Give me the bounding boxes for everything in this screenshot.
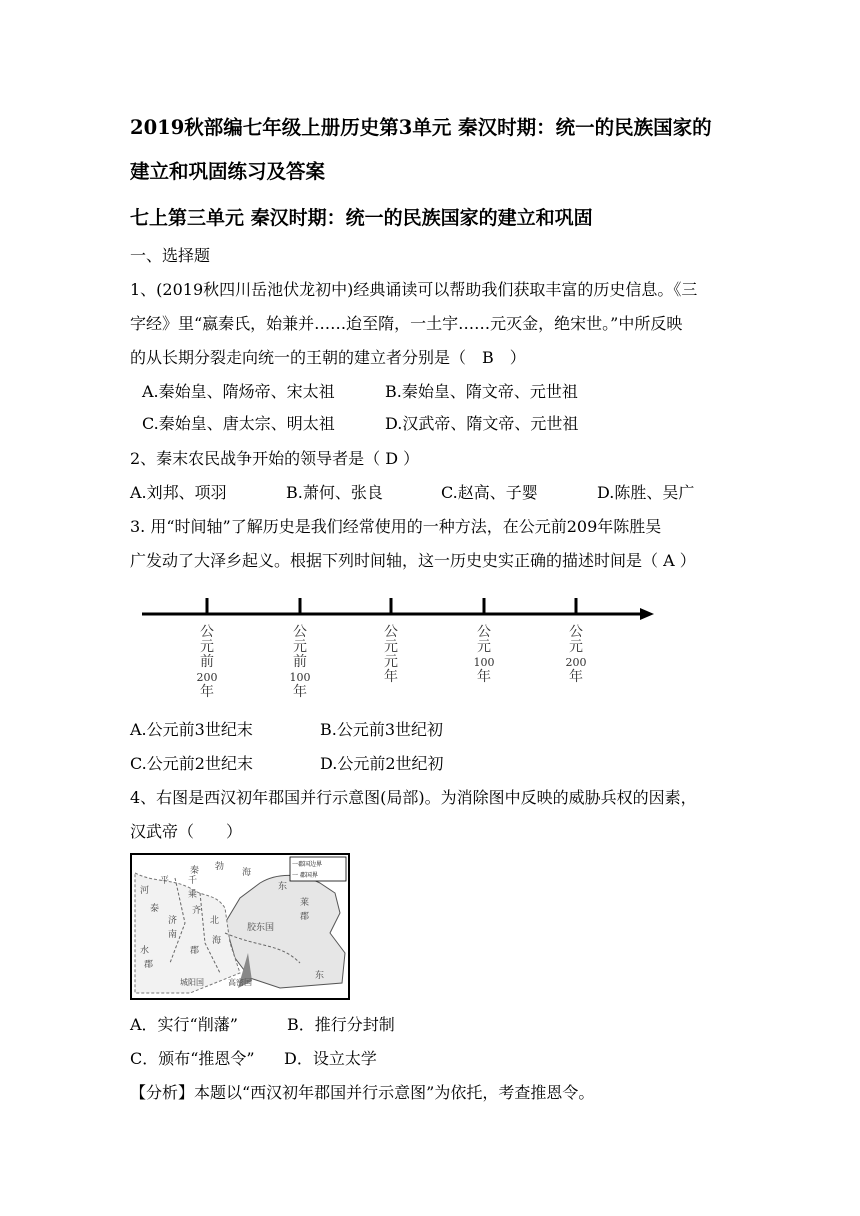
timeline-arrow <box>640 608 654 620</box>
timeline-label-char: 公 <box>293 624 307 640</box>
q1-option-a: A.秦始皇、隋炀帝、宋太祖 <box>142 382 335 401</box>
q3-option-d: D.公元前2世纪初 <box>320 754 444 773</box>
q2-option-b: B.萧何、张良 <box>286 483 383 502</box>
q2-text: 2、秦末农民战争开始的领导者是（ D ） <box>130 449 420 468</box>
timeline-label-char: 元 <box>200 639 214 655</box>
timeline-label-char: 元 <box>477 639 491 655</box>
q1-option-d: D.汉武帝、隋文帝、元世祖 <box>385 414 579 433</box>
timeline-label-char: 元 <box>293 639 307 655</box>
q3-option-b: B.公元前3世纪初 <box>320 720 444 739</box>
timeline-label-char: 元 <box>384 639 398 655</box>
map-label-lai: 莱 <box>300 898 310 908</box>
western-han-map <box>130 853 350 1000</box>
timeline-label-char: 100 <box>289 671 311 684</box>
q2-option-a: A.刘邦、项羽 <box>130 483 227 502</box>
doc-title-line1: 2019秋部编七年级上册历史第3单元 秦汉时期：统一的民族国家的 <box>130 116 712 139</box>
map-label-jiaodong: 胶东国 <box>247 923 275 933</box>
timeline-label-char: 公 <box>384 624 398 640</box>
map-label-jun: 郡 <box>300 912 310 922</box>
map-label-ma: 乘 <box>188 890 198 900</box>
timeline-label-char: 年 <box>293 684 307 700</box>
map-label-qi: 齐 <box>192 906 202 916</box>
map-label-bei: 北 <box>210 916 220 926</box>
unit-subtitle: 七上第三单元 秦汉时期：统一的民族国家的建立和巩固 <box>130 207 593 229</box>
timeline-label-char: 前 <box>200 654 214 670</box>
timeline-label-char: 200 <box>565 656 587 669</box>
timeline-label-char: 元 <box>569 639 583 655</box>
map-label-jun3: 郡 <box>144 960 154 970</box>
map-label-gaomi: 高密国 <box>228 978 252 987</box>
map-label-dong: 东 <box>278 882 288 892</box>
doc-title-line2: 建立和巩固练习及答案 <box>130 160 326 183</box>
q1-text-line1: 1、(2019秋四川岳池伏龙初中)经典诵读可以帮助我们获取丰富的历史信息。《三 <box>130 280 698 299</box>
map-label-he: 河 <box>140 886 150 896</box>
q1-text-line2: 字经》里“嬴秦氏，始兼并……迨至隋，一土宇……元灭金，绝宋世。”中所反映 <box>130 314 683 333</box>
map-label-qian: 千 <box>188 876 198 886</box>
q1-text-line3: 的从长期分裂走向统一的王朝的建立者分别是（ B ） <box>130 348 526 367</box>
map-label-jun2: 郡 <box>190 946 200 956</box>
map-label-chengyang: 城阳国 <box>180 978 204 987</box>
q2-option-d: D.陈胜、吴广 <box>597 483 695 502</box>
section-heading: 一、选择题 <box>130 246 211 265</box>
timeline-label-char: 200 <box>196 671 218 684</box>
q3-option-a: A.公元前3世纪末 <box>130 720 253 739</box>
timeline-label-char: 公 <box>569 624 583 640</box>
q2-option-c: C.赵高、子婴 <box>441 483 538 502</box>
map-label-nan: 南 <box>168 930 178 940</box>
q3-option-c: C.公元前2世纪末 <box>130 754 253 773</box>
timeline-label-char: 100 <box>473 656 495 669</box>
map-legend-2: 一 郡国界 <box>292 872 318 879</box>
q4-option-a: A．实行“削藩” <box>130 1015 238 1034</box>
map-label-bo: 勃 <box>215 862 225 872</box>
q3-text-line1: 3. 用“时间轴”了解历史是我们经常使用的一种方法，在公元前209年陈胜吴 <box>130 517 662 536</box>
map-label-ping: 平 <box>160 876 170 886</box>
q4-text-line1: 4、右图是西汉初年郡国并行示意图(局部)。为消除图中反映的威胁兵权的因素， <box>130 788 697 807</box>
map-label-qin: 秦 <box>190 866 200 876</box>
q1-option-c: C.秦始皇、唐太宗、明太祖 <box>142 414 335 433</box>
timeline-label-char: 前 <box>293 654 307 670</box>
map-label-shui: 水 <box>140 946 150 956</box>
q4-text-line2: 汉武帝（ ） <box>130 822 243 841</box>
analysis-text: 【分析】本题以“西汉初年郡国并行示意图”为依托，考查推恩令。 <box>130 1083 595 1102</box>
map-label-hai: 海 <box>242 868 252 878</box>
timeline-label-char: 公 <box>477 624 491 640</box>
timeline-label-char: 元 <box>384 654 398 670</box>
q1-option-b: B.秦始皇、隋文帝、元世祖 <box>385 382 578 401</box>
timeline-label-char: 年 <box>477 669 491 685</box>
map-label-dong2: 东 <box>315 971 325 981</box>
timeline-label-char: 年 <box>569 669 583 685</box>
timeline-label-char: 年 <box>384 669 398 685</box>
map-label-ji: 济 <box>168 916 178 926</box>
timeline-label-char: 公 <box>200 624 214 640</box>
q4-option-c: C．颁布“推恩令” <box>130 1049 255 1068</box>
map-label-zhang: 泰 <box>150 904 160 914</box>
q4-option-b: B．推行分封制 <box>287 1015 395 1034</box>
q3-text-line2: 广发动了大泽乡起义。根据下列时间轴，这一历史史实正确的描述时间是（ A ） <box>130 551 696 570</box>
map-legend-1: 一郡国边界 <box>292 861 323 868</box>
timeline-figure <box>140 590 660 710</box>
q4-option-d: D．设立太学 <box>284 1049 377 1068</box>
map-label-hai2: 海 <box>212 936 222 946</box>
timeline-label-char: 年 <box>200 684 214 700</box>
